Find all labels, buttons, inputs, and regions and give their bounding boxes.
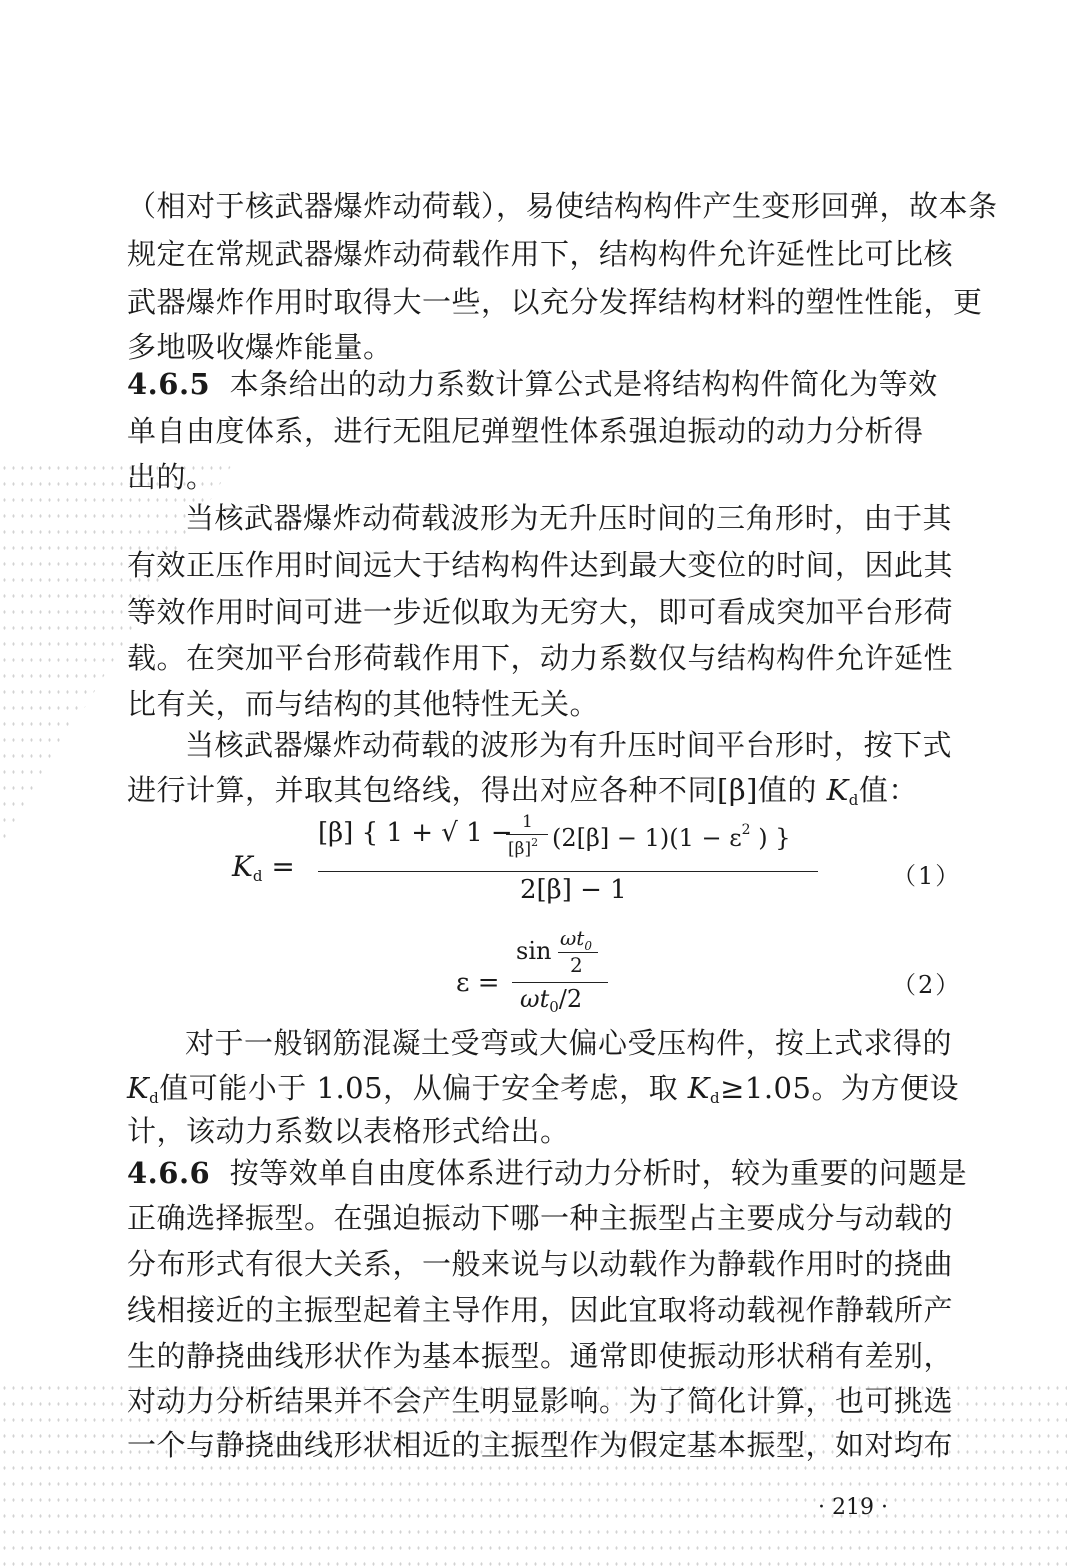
- section-4-6-5: [127, 360, 942, 408]
- eq2-number: （2）: [892, 971, 962, 999]
- eq1-numerator-tail: $(2[\beta] - 1)(1 - \varepsilon^2$ ) }: [552, 822, 791, 852]
- page-number: · 219 ·: [818, 1495, 888, 1520]
- text-line: 出的。: [127, 460, 216, 494]
- text-span: 按等效单自由度体系进行动力分析时，较为重要的问题是: [229, 1156, 968, 1190]
- text-span: 值：: [858, 773, 918, 807]
- text-line: 线相接近的主振型起着主导作用，因此宜取将动载视作静载所产: [127, 1293, 954, 1327]
- text-line: 等效作用时间可进一步近似取为无穷大，即可看成突加平台形荷: [127, 595, 954, 629]
- text-line: 比有关，而与结构的其他特性无关。: [127, 687, 600, 721]
- text-line: 对动力分析结果并不会产生明显影响。为了简化计算，也可挑选: [127, 1384, 954, 1418]
- eq1-inner-frac-num: 1: [522, 812, 533, 832]
- text-line: 生的静挠曲线形状作为基本振型。通常即使振动形状稍有差别，: [127, 1339, 954, 1373]
- eq1-fraction-bar: [318, 871, 818, 872]
- eq1-number: （1）: [892, 862, 962, 890]
- text-line: 当核武器爆炸动荷载波形为无升压时间的三角形时，由于其: [185, 501, 953, 535]
- text-line: 一个与静挠曲线形状相近的主振型作为假定基本振型，如对均布: [127, 1428, 954, 1462]
- text-line: 载。在突加平台形荷载作用下，动力系数仅与结构构件允许延性: [127, 641, 954, 675]
- eq2-denominator: $\omega t_0/2$: [520, 985, 583, 1016]
- eq1-numerator: [β] { 1 + √ 1 −: [318, 818, 513, 848]
- text-line-with-kd: [127, 766, 942, 824]
- eq2-fraction-bar: [512, 982, 608, 983]
- text-line: 对于一般钢筋混凝土受弯或大偏心受压构件，按上式求得的: [185, 1026, 953, 1060]
- text-span: 本条给出的动力系数计算公式是将结构构件简化为等效: [229, 367, 938, 401]
- eq1-lhs: $K_d$ =: [232, 850, 295, 885]
- symbol-k: K: [127, 1071, 150, 1105]
- text-line: 规定在常规武器爆炸动荷载作用下，结构构件允许延性比可比核: [127, 237, 954, 271]
- text-line: 多地吸收爆炸能量。: [127, 330, 393, 364]
- text-line: 分布形式有很大关系，一般来说与以动载作为静载作用时的挠曲: [127, 1247, 954, 1281]
- text-line: （相对于核武器爆炸动荷载），易使结构构件产生变形回弹，故本条: [127, 189, 998, 223]
- text-span: 进行计算，并取其包络线，得出对应各种不同[β]值的: [127, 773, 817, 807]
- text-line: 单自由度体系，进行无阻尼弹塑性体系强迫振动的动力分析得: [127, 414, 924, 448]
- eq1-denominator: 2[β] − 1: [520, 875, 627, 905]
- text-line: 计，该动力系数以表格形式给出。: [127, 1114, 570, 1148]
- eq2-inner-num: $\omega t_0$: [560, 926, 592, 953]
- eq1-inner-frac-den: $[\beta]^2$: [508, 836, 539, 859]
- text-line: 正确选择振型。在强迫振动下哪一种主振型占主要成分与动载的: [127, 1201, 954, 1235]
- text-line: 当核武器爆炸动荷载的波形为有升压时间平台形时，按下式: [185, 728, 953, 762]
- text-span: 值可能小于 1.05，从偏于安全考虑，取: [159, 1071, 679, 1105]
- text-line-with-kd: $K_d$值可能小于 1.05，从偏于安全考虑，取 $K_d\ge 1.05$。为方便设: [127, 1071, 959, 1107]
- section-number: 4.6.6: [127, 1156, 211, 1190]
- eq1-inner-frac-bar: [506, 834, 548, 835]
- text-line: 武器爆炸作用时取得大一些，以充分发挥结构材料的塑性性能，更: [127, 285, 983, 319]
- symbol-k: K: [826, 773, 849, 807]
- eq2-lhs: ε =: [456, 968, 500, 998]
- section-4-6-6: [127, 1149, 968, 1197]
- symbol-d: d: [848, 791, 859, 809]
- text-span: ≥1.05。为方便设: [720, 1071, 959, 1105]
- eq2-inner-den: 2: [570, 953, 583, 977]
- eq2-sin: sin: [516, 937, 552, 965]
- text-line: 有效正压作用时间远大于结构构件达到最大变位的时间，因此其: [127, 548, 954, 582]
- section-number: 4.6.5: [127, 367, 211, 401]
